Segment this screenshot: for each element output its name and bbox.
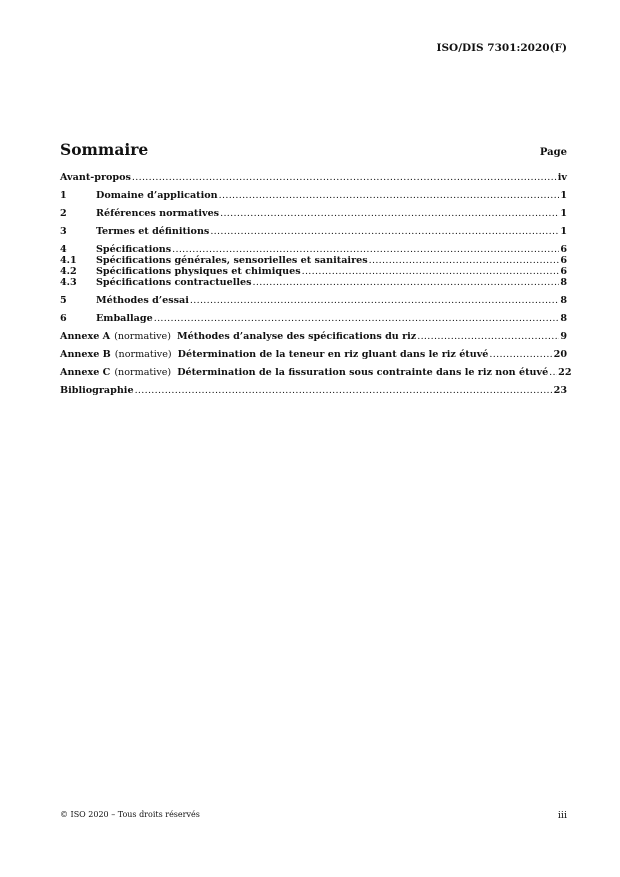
toc-bibliography-entry[interactable]	[60, 385, 567, 397]
toc-entry-title: Références normatives	[96, 208, 220, 219]
page-footer	[60, 810, 567, 821]
dot-leader	[549, 367, 557, 379]
toc-page-label: Page	[539, 147, 567, 158]
dot-leader	[489, 349, 552, 361]
toc-entry-title: Spécifications	[96, 244, 172, 255]
toc-entry[interactable]	[60, 172, 567, 184]
dot-leader	[210, 226, 559, 238]
dot-leader	[154, 313, 560, 325]
toc-entry-title: Emballage	[96, 313, 153, 324]
toc-entry-title: Spécifications physiques et chimiques	[96, 266, 301, 277]
dot-leader	[135, 385, 553, 397]
toc-entry-title: Spécifications contractuelles	[96, 277, 252, 288]
dot-leader	[417, 331, 559, 343]
toc-entry-page: 1	[560, 190, 567, 201]
toc-entry[interactable]	[60, 277, 567, 289]
copyright-notice: © ISO 2020 – Tous droits réservés	[60, 810, 200, 819]
annex-page: 22	[558, 367, 572, 378]
toc-entry[interactable]	[60, 226, 567, 238]
toc-entry-number: 4.3	[60, 277, 77, 288]
toc-annex-entry[interactable]	[60, 349, 567, 361]
toc-entry-number: 3	[60, 226, 67, 237]
annex-label: Annexe B	[60, 349, 111, 360]
annex-kind: (normative)	[114, 367, 172, 378]
toc-entry-title: Avant-propos	[60, 172, 131, 183]
page-folio: iii	[557, 810, 567, 821]
toc-annex-entry[interactable]	[60, 367, 572, 379]
toc-entry[interactable]	[60, 295, 567, 307]
bibliography-page: 23	[553, 385, 567, 396]
annex-label: Annexe A	[60, 331, 111, 342]
toc-entry-page: iv	[557, 172, 567, 183]
annex-title: Détermination de la fissuration sous contrainte dans le riz non étuvé	[177, 367, 549, 378]
toc-entry-number: 1	[60, 190, 67, 201]
toc-entry[interactable]	[60, 190, 567, 202]
toc-entry[interactable]	[60, 313, 567, 325]
toc-entry-page: 8	[560, 313, 567, 324]
annex-title: Détermination de la teneur en riz gluant dans le riz étuvé	[177, 349, 489, 360]
toc-entry-page: 8	[560, 295, 567, 306]
dot-leader	[219, 190, 560, 202]
toc-entry-title: Termes et définitions	[96, 226, 210, 237]
toc-entry-title: Spécifications générales, sensorielles et sanitaires	[96, 255, 368, 266]
toc-entry-number: 4.1	[60, 255, 77, 266]
toc-annex-entry[interactable]	[60, 331, 567, 343]
bibliography-title: Bibliographie	[60, 385, 134, 396]
toc-entry-page: 6	[560, 255, 567, 266]
dot-leader	[253, 277, 560, 289]
toc-entry-page: 8	[560, 277, 567, 288]
annex-kind: (normative)	[114, 349, 172, 360]
toc-entry-page: 6	[560, 266, 567, 277]
dot-leader	[190, 295, 559, 307]
toc-entry-number: 5	[60, 295, 67, 306]
toc-entry[interactable]	[60, 208, 567, 220]
annex-kind: (normative)	[114, 331, 171, 342]
toc-entry-title: Domaine d’application	[96, 190, 218, 201]
toc-title: Sommaire	[60, 140, 149, 159]
toc-header	[60, 140, 567, 159]
document-id: ISO/DIS 7301:2020(F)	[436, 42, 567, 54]
toc-entry-number: 2	[60, 208, 67, 219]
toc-entry-title: Méthodes d’essai	[96, 295, 189, 306]
annex-page: 20	[553, 349, 567, 360]
toc-entry-page: 6	[560, 244, 567, 255]
annex-title: Méthodes d’analyse des spécifications du riz	[176, 331, 417, 342]
dot-leader	[220, 208, 559, 220]
toc-entry-number: 6	[60, 313, 67, 324]
toc-entry-number: 4.2	[60, 266, 77, 277]
annex-page: 9	[560, 331, 567, 342]
dot-leader	[132, 172, 557, 184]
annex-label: Annexe C	[60, 367, 111, 378]
table-of-contents	[60, 172, 572, 397]
toc-entry-page: 1	[560, 208, 567, 219]
toc-entry-page: 1	[560, 226, 567, 237]
toc-entry-number: 4	[60, 244, 67, 255]
